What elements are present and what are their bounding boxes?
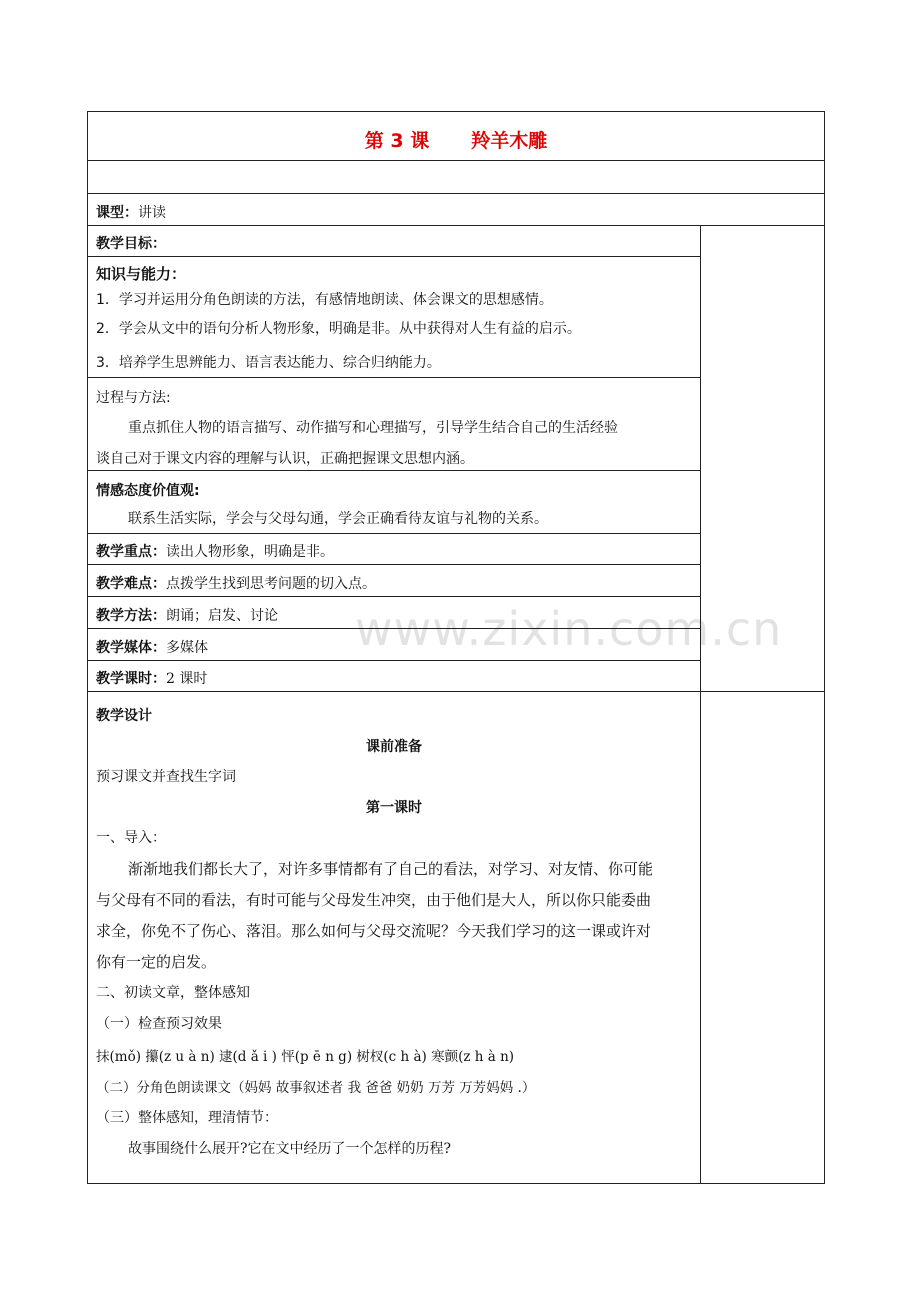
difficulty-label: 教学难点： — [96, 576, 166, 592]
intro-line: 你有一定的启发。 — [96, 953, 217, 971]
knowledge-item: 1．学习并运用分角色朗读的方法，有感情地朗读、体会课文的思想感情。 — [96, 292, 553, 308]
intro-heading: 一、导入： — [96, 830, 166, 846]
process-heading: 过程与方法: — [96, 390, 171, 406]
process-line: 重点抓住人物的语言描写、动作描写和心理描写，引导学生结合自己的生活经验 — [128, 420, 618, 436]
key-point-row — [88, 534, 700, 565]
intro-line: 与父母有不同的看法，有时可能与父母发生冲突，由于他们是大人，所以你只能委曲 — [96, 891, 652, 909]
difficulty-row — [88, 565, 700, 597]
question-text: 故事围绕什么展开?它在文中经历了一个怎样的历程? — [128, 1141, 452, 1157]
watermark: www.zixin.com.cn — [355, 602, 783, 656]
key-point-label: 教学重点： — [96, 544, 166, 560]
knowledge-item: 2．学会从文中的语句分析人物形象，明确是非。从中获得对人生有益的启示。 — [96, 321, 581, 337]
design-heading: 教学设计 — [96, 708, 152, 724]
sub3-heading: （三）整体感知，理清情节： — [96, 1110, 278, 1126]
prep-heading: 课前准备 — [366, 739, 422, 755]
lesson-plan-table — [87, 111, 825, 1184]
design-section — [88, 692, 700, 1183]
empty-row — [88, 161, 824, 194]
course-type-row — [88, 194, 824, 226]
pinyin-line: 抹(mǒ) 攥(z u à n) 逮(d ǎ i ) 怦(p ē n g) 树杈(c h à) 寒颤(z h à n) — [96, 1049, 515, 1065]
sub1-heading: （一）检查预习效果 — [96, 1016, 222, 1032]
knowledge-row — [88, 257, 700, 378]
intro-line: 渐渐地我们都长大了，对许多事情都有了自己的看法，对学习、对友情、你可能 — [128, 860, 654, 878]
lesson-number: 第 3 课 — [364, 130, 430, 152]
knowledge-heading: 知识与能力： — [96, 265, 187, 283]
method-row — [88, 597, 700, 629]
difficulty-value: 点拨学生找到思考问题的切入点。 — [166, 576, 376, 592]
process-line: 谈自己对于课文内容的理解与认识，正确把握课文思想内涵。 — [96, 451, 474, 467]
title-row — [88, 112, 824, 161]
media-value: 多媒体 — [166, 640, 208, 656]
hours-row — [88, 661, 700, 692]
method-value: 朗诵；启发、讨论 — [166, 608, 278, 624]
side-column-design — [700, 692, 824, 1183]
method-label: 教学方法： — [96, 608, 166, 624]
course-type-value: 讲读 — [138, 205, 166, 221]
emotion-row — [88, 471, 700, 534]
lesson-name: 羚羊木雕 — [471, 130, 548, 152]
section2-heading: 二、初读文章，整体感知 — [96, 985, 250, 1001]
objectives-heading: 教学目标： — [96, 236, 166, 252]
knowledge-item: 3．培养学生思辨能力、语言表达能力、综合归纳能力。 — [96, 355, 441, 371]
side-column-notes — [700, 226, 824, 692]
intro-line: 求全，你免不了伤心、落泪。那么如何与父母交流呢？今天我们学习的这一课或许对 — [96, 922, 652, 940]
key-point-value: 读出人物形象，明确是非。 — [166, 544, 334, 560]
objectives-heading-row — [88, 226, 700, 257]
lesson-title — [88, 126, 824, 153]
emotion-text: 联系生活实际，学会与父母勾通，学会正确看待友谊与礼物的关系。 — [128, 511, 548, 527]
sub2-heading: （二）分角色朗读课文（妈妈 故事叙述者 我 爸爸 奶奶 万芳 万芳妈妈 .） — [96, 1080, 536, 1096]
hours-label: 教学课时： — [96, 671, 166, 687]
process-row — [88, 378, 700, 471]
first-lesson-heading: 第一课时 — [366, 800, 422, 816]
media-label: 教学媒体： — [96, 640, 166, 656]
course-type-label: 课型： — [96, 205, 138, 221]
hours-value: 2 课时 — [166, 671, 208, 687]
media-row — [88, 629, 700, 661]
prep-text: 预习课文并查找生字词 — [96, 769, 236, 785]
emotion-heading: 情感态度价值观: — [96, 483, 200, 499]
